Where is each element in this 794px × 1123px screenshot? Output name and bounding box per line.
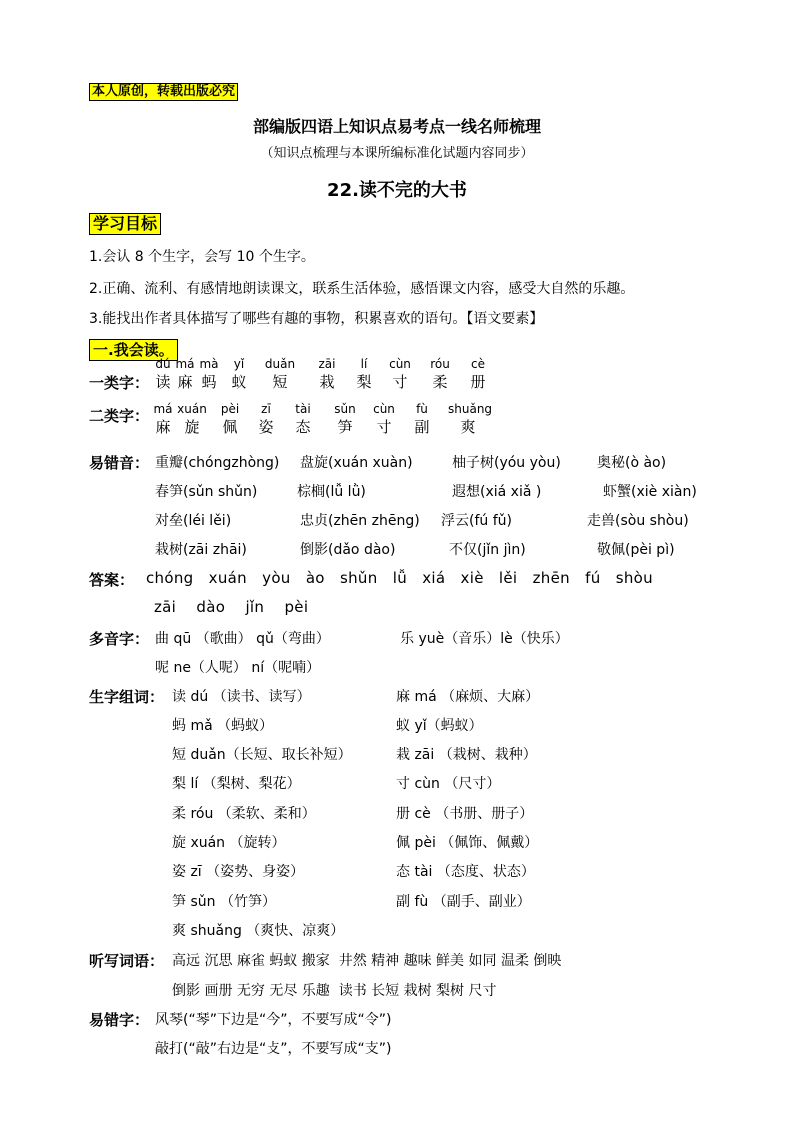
char-cell: zī 姿 — [258, 402, 274, 436]
confusing-item: 走兽(sòu shòu) — [587, 513, 689, 529]
objective-3: 3.能找出作者具体描写了哪些有趣的事物，积累喜欢的语句。【语文要素】 — [89, 311, 544, 327]
confusing-item: 春笋(sǔn shǔn) — [155, 484, 258, 500]
confusing-item: 遐想(xiá xiǎ ) — [452, 484, 542, 500]
answer-label: 答案： — [89, 571, 135, 589]
confusing-item: 对垒(léi lěi) — [155, 513, 232, 529]
class1-chars — [143, 357, 503, 397]
word-item: 寸 cùn （尺寸） — [396, 776, 501, 792]
confusing-item: 柚子树(yóu yòu) — [452, 455, 561, 471]
dictation-label: 听写词语： — [89, 952, 165, 970]
char-cell: róu 柔 — [430, 357, 450, 391]
word-item: 蚁 yǐ（蚂蚁） — [396, 718, 483, 734]
word-item: 笋 sǔn （竹笋） — [172, 894, 276, 910]
word-item: 栽 zāi （栽树、栽种） — [396, 747, 537, 763]
word-item: 柔 róu （柔软、柔和） — [172, 806, 316, 822]
objective-1: 1.会认 8 个生字，会写 10 个生字。 — [89, 249, 315, 265]
word-item: 梨 lí （梨树、梨花） — [172, 776, 301, 792]
main-title: 部编版四语上知识点易考点一线名师梳理 — [252, 117, 541, 136]
confusing-item: 浮云(fú fǔ) — [441, 513, 512, 529]
char-cell: mà 蚂 — [199, 357, 219, 391]
section-read-heading: 一.我会读。 — [89, 339, 178, 361]
word-item: 态 tài （态度、状态） — [396, 864, 535, 880]
polyphone-1: 曲 qū （歌曲） qǔ（弯曲） — [155, 631, 330, 647]
confusing-item: 敬佩(pèi pì) — [597, 542, 675, 558]
words-label: 生字组词： — [89, 688, 165, 706]
char-cell: lí 梨 — [356, 357, 372, 391]
char-cell: zāi 栽 — [318, 357, 336, 391]
word-item: 蚂 mǎ （蚂蚁） — [172, 718, 274, 734]
char-cell: tài 态 — [295, 402, 311, 436]
answer-line-1: chóng xuán yòu ào shǔn lǚ xiá xiè lěi zhēn fú shòu — [146, 569, 653, 587]
char-cell: cùn 寸 — [389, 357, 411, 391]
polyphone-2: 乐 yuè（音乐）lè（快乐） — [400, 631, 569, 647]
confusing-label: 易错音： — [89, 454, 150, 472]
word-item: 麻 má （麻烦、大麻） — [396, 689, 540, 705]
mistakes-label: 易错字： — [89, 1011, 150, 1029]
sub-title: （知识点梳理与本课所编标准化试题内容同步） — [260, 146, 534, 161]
mistake-1: 风琴(“琴”下边是“今”，不要写成“令”) — [155, 1012, 392, 1028]
class1-label: 一类字： — [89, 374, 150, 392]
char-cell: dú 读 — [155, 357, 171, 391]
lesson-title: 22.读不完的大书 — [327, 180, 467, 201]
char-cell: yǐ 蚁 — [231, 357, 247, 391]
confusing-item: 栽树(zāi zhāi) — [155, 542, 247, 558]
confusing-item: 盘旋(xuán xuàn) — [300, 455, 413, 471]
objectives-heading: 学习目标 — [89, 213, 161, 235]
word-item: 佩 pèi （佩饰、佩戴） — [396, 835, 539, 851]
word-item: 旋 xuán （旋转） — [172, 835, 286, 851]
polyphone-3: 呢 ne（人呢） ní（呢喃） — [155, 660, 321, 676]
confusing-item: 奥秘(ò ào) — [597, 455, 667, 471]
confusing-item: 虾蟹(xiè xiàn) — [603, 484, 697, 500]
word-item: 册 cè （书册、册子） — [396, 806, 534, 822]
char-cell: fù 副 — [414, 402, 430, 436]
word-item: 短 duǎn（长短、取长补短） — [172, 747, 352, 763]
copyright-stamp: 本人原创，转载出版必究 — [89, 83, 238, 101]
word-item: 读 dú （读书、读写） — [172, 689, 311, 705]
char-cell: xuán 旋 — [177, 402, 207, 436]
dictation-line-1: 高远 沉思 麻雀 蚂蚁 搬家 井然 精神 趣味 鲜美 如同 温柔 倒映 — [172, 953, 562, 969]
polyphone-label: 多音字： — [89, 630, 150, 648]
confusing-item: 棕榈(lǚ lǜ) — [297, 484, 366, 500]
objective-2: 2.正确、流利、有感情地朗读课文，联系生活体验，感悟课文内容，感受大自然的乐趣。 — [89, 281, 635, 297]
word-item: 副 fù （副手、副业） — [396, 894, 531, 910]
word-item: 姿 zī （姿势、身姿） — [172, 864, 305, 880]
confusing-item: 忠贞(zhēn zhēng) — [300, 513, 420, 529]
confusing-item: 不仅(jǐn jìn) — [449, 542, 526, 558]
answer-line-2: zāi dào jǐn pèi — [154, 598, 309, 616]
class2-chars — [143, 402, 503, 442]
dictation-line-2: 倒影 画册 无穷 无尽 乐趣 读书 长短 栽树 梨树 尺寸 — [172, 983, 497, 999]
char-cell: pèi 佩 — [220, 402, 240, 436]
confusing-item: 倒影(dǎo dào) — [300, 542, 396, 558]
char-cell: duǎn 短 — [264, 357, 296, 391]
confusing-item: 重瓣(chóngzhòng) — [155, 455, 280, 471]
class2-label: 二类字： — [89, 407, 150, 425]
char-cell: má 麻 — [175, 357, 195, 391]
char-cell: shuǎng 爽 — [448, 402, 493, 436]
char-cell: cè 册 — [470, 357, 486, 391]
char-cell: cùn 寸 — [373, 402, 395, 436]
word-item: 爽 shuǎng （爽快、凉爽） — [172, 923, 345, 939]
char-cell: sǔn 笋 — [334, 402, 356, 436]
char-cell: má 麻 — [153, 402, 173, 436]
mistake-2: 敲打(“敲”右边是“攴”，不要写成“支”) — [155, 1041, 392, 1057]
